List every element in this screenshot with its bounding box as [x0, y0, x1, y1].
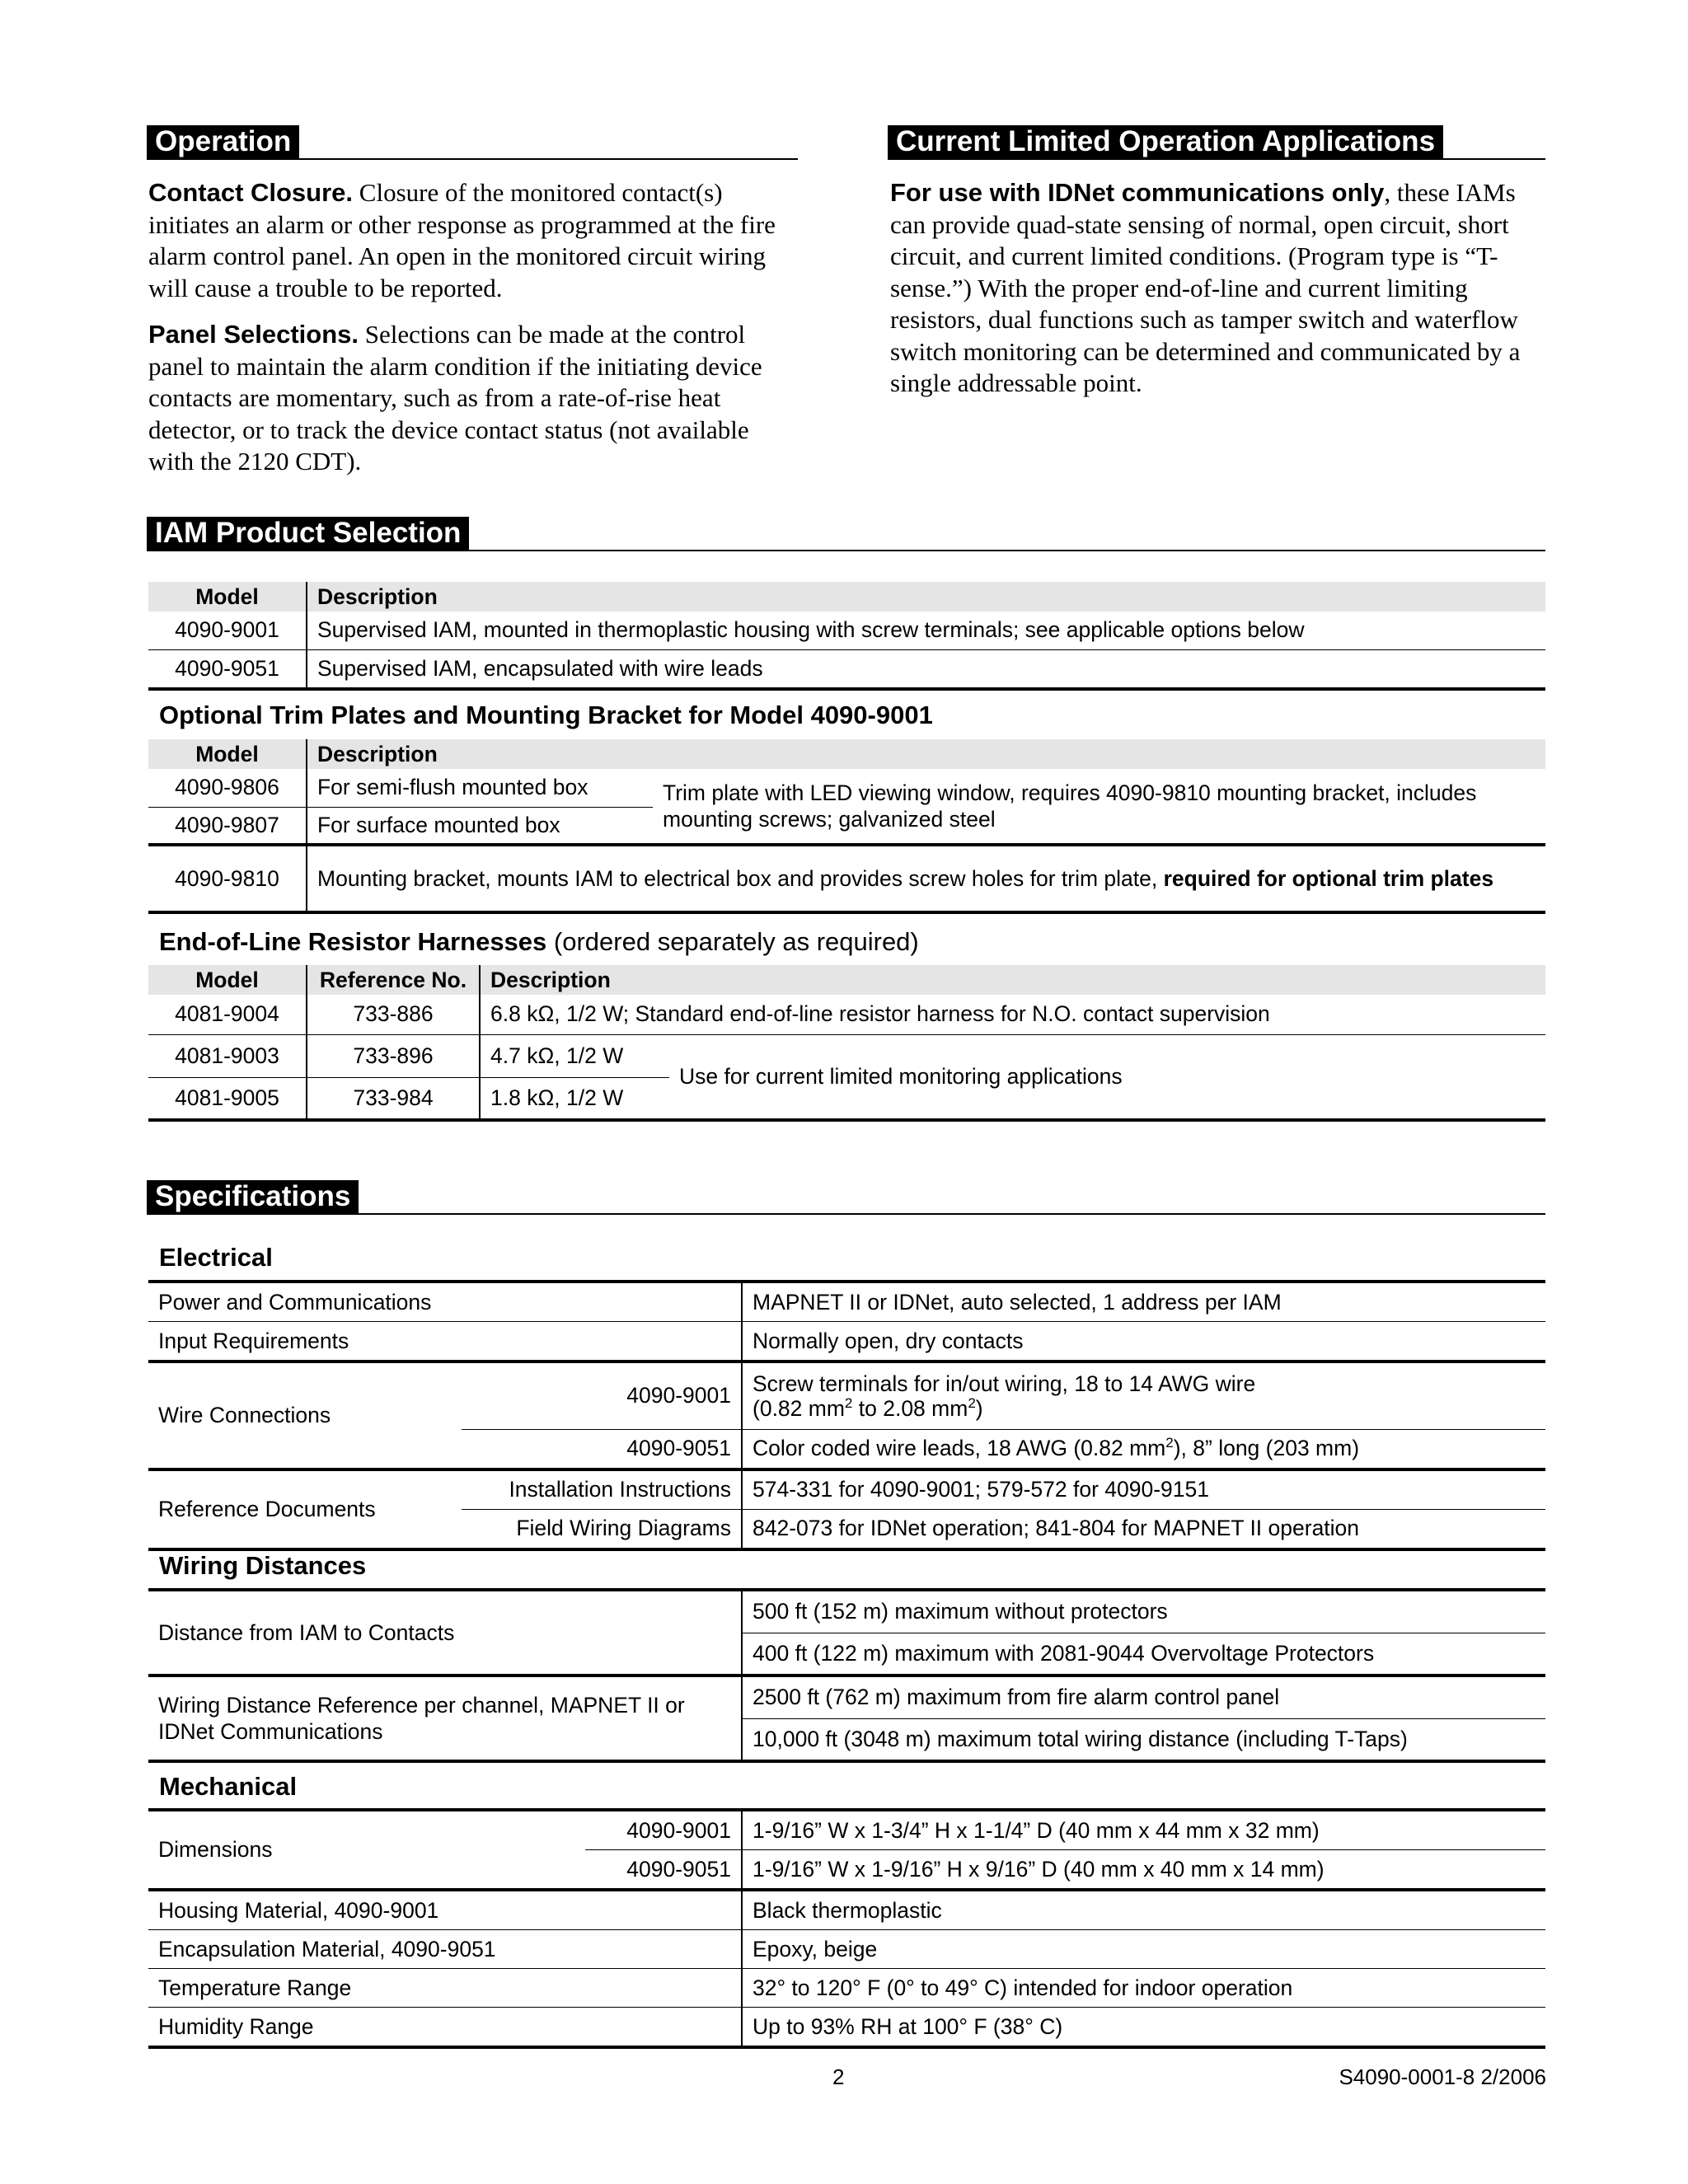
table-row — [148, 995, 1545, 1034]
description-cell: 1.8 kΩ, 1/2 W — [480, 1077, 669, 1120]
wiring-table — [148, 1588, 1545, 1763]
table-row — [148, 1469, 1545, 1510]
trim-plate-note: Trim plate with LED viewing window, requires 4090-9810 mounting bracket, includes mounting screws; galvanized steel — [653, 769, 1545, 845]
iam-selection-heading: IAM Product Selection — [147, 517, 469, 550]
spec-value: 1-9/16” W x 1-9/16” H x 9/16” D (40 mm x 40 mm x 14 mm) — [742, 1850, 1545, 1891]
spec-value: 842-073 for IDNet operation; 841-804 for MAPNET II operation — [742, 1509, 1545, 1549]
current-limited-heading: Current Limited Operation Applications — [888, 125, 1443, 158]
specifications-heading: Specifications — [147, 1180, 359, 1213]
iam-selection-table — [148, 582, 1545, 691]
col-model: Model — [148, 965, 307, 995]
operation-heading: Operation — [147, 125, 299, 158]
reference-cell: 733-886 — [307, 995, 480, 1034]
table-row — [148, 1675, 1545, 1718]
spec-value: 1-9/16” W x 1-3/4” H x 1-1/4” D (40 mm x 44 mm x 32 mm) — [742, 1810, 1545, 1850]
trim-plates-title: Optional Trim Plates and Mounting Bracket for Model 4090-9001 — [159, 701, 933, 729]
spec-sublabel: 4090-9051 — [462, 1429, 742, 1469]
spec-value: 400 ft (122 m) maximum with 2081-9044 Overvoltage Protectors — [742, 1633, 1545, 1675]
model-cell: 4081-9005 — [148, 1077, 307, 1120]
spec-value: 10,000 ft (3048 m) maximum total wiring distance (including T-Taps) — [742, 1718, 1545, 1761]
table-row — [148, 1282, 1545, 1322]
spec-value: Color coded wire leads, 18 AWG (0.82 $mm^2$), 8” long (203 mm) — [742, 1429, 1545, 1469]
table-row — [148, 1322, 1545, 1362]
spec-value: Normally open, dry contacts — [742, 1322, 1545, 1362]
spec-value: Epoxy, beige — [742, 1930, 1545, 1969]
model-cell: 4090-9051 — [148, 649, 307, 689]
table-row — [148, 1810, 1545, 1850]
document-id: S4090-0001-8 2/2006 — [1339, 2064, 1546, 2089]
mechanical-table — [148, 1808, 1545, 2049]
operation-heading-bar — [147, 125, 798, 160]
current-limited-body: , these IAMs can provide quad-state sensing of normal, open circuit, short circuit, and current limited conditions. (Program type is “T-sense.”) With the proper end-of-line and current limiting resistors, dual functions such as tamper switch and waterflow switch monitoring can be determined and communicated by a single addressable point. — [890, 178, 1521, 397]
current-limited-text — [890, 177, 1525, 400]
description-cell: Supervised IAM, mounted in thermoplastic housing with screw terminals; see applicable options below — [307, 612, 1545, 649]
spec-label: Dimensions — [148, 1810, 585, 1890]
model-cell: 4081-9004 — [148, 995, 307, 1034]
table-row — [148, 1969, 1545, 2008]
description-cell: For surface mounted box — [307, 807, 653, 845]
specifications-heading-bar — [147, 1180, 1545, 1215]
page-number: 2 — [832, 2064, 845, 2089]
spec-value: 574-331 for 4090-9001; 579-572 for 4090-9151 — [742, 1469, 1545, 1510]
spec-label: Wire Connections — [148, 1361, 462, 1469]
panel-selections-paragraph — [148, 319, 799, 478]
table-row — [148, 1890, 1545, 1930]
col-description: Description — [480, 965, 1545, 995]
table-row — [148, 769, 1545, 807]
table-row — [148, 612, 1545, 649]
spec-sublabel: Installation Instructions — [462, 1469, 742, 1510]
current-limited-heading-bar — [888, 125, 1545, 160]
table-row — [148, 2008, 1545, 2048]
spec-label: Encapsulation Material, 4090-9051 — [148, 1930, 742, 1969]
current-limited-lead: For use with IDNet communications only — [890, 178, 1385, 207]
spec-value: Up to 93% RH at 100° F (38° C) — [742, 2008, 1545, 2048]
description-cell: Supervised IAM, encapsulated with wire leads — [307, 649, 1545, 689]
eol-title: End-of-Line Resistor Harnesses (ordered separately as required) — [159, 927, 919, 956]
spec-label: Reference Documents — [148, 1469, 462, 1549]
table-row — [148, 1361, 1545, 1429]
description-cell: For semi-flush mounted box — [307, 769, 653, 807]
col-model: Model — [148, 582, 307, 612]
eol-table — [148, 965, 1545, 1122]
spec-label: Humidity Range — [148, 2008, 742, 2048]
reference-cell: 733-896 — [307, 1034, 480, 1077]
spec-sublabel: 4090-9001 — [462, 1361, 742, 1429]
table-row — [148, 1590, 1545, 1633]
electrical-table — [148, 1280, 1545, 1551]
description-cell: Mounting bracket, mounts IAM to electrical box and provides screw holes for trim plate, required for optional trim plates — [307, 845, 1545, 912]
panel-selections-lead: Panel Selections. — [148, 320, 359, 349]
col-description: Description — [307, 582, 1545, 612]
spec-value: Black thermoplastic — [742, 1890, 1545, 1930]
spec-value: 500 ft (152 m) maximum without protectors — [742, 1590, 1545, 1633]
spec-label: Housing Material, 4090-9001 — [148, 1890, 742, 1930]
wiring-title: Wiring Distances — [159, 1551, 367, 1580]
spec-sublabel: Field Wiring Diagrams — [462, 1509, 742, 1549]
model-cell: 4090-9807 — [148, 807, 307, 845]
spec-sublabel: 4090-9001 — [585, 1810, 742, 1850]
mechanical-title: Mechanical — [159, 1772, 298, 1801]
table-row — [148, 845, 1545, 912]
model-cell: 4090-9001 — [148, 612, 307, 649]
description-cell: 6.8 kΩ, 1/2 W; Standard end-of-line resistor harness for N.O. contact supervision — [480, 995, 1545, 1034]
description-cell: 4.7 kΩ, 1/2 W — [480, 1034, 669, 1077]
spec-value: 32° to 120° F (0° to 49° C) intended for indoor operation — [742, 1969, 1545, 2008]
model-cell: 4090-9810 — [148, 845, 307, 912]
model-cell: 4090-9806 — [148, 769, 307, 807]
iam-selection-heading-bar — [147, 517, 1545, 551]
spec-label: Distance from IAM to Contacts — [148, 1590, 742, 1675]
table-row — [148, 1034, 1545, 1077]
table-row — [148, 649, 1545, 689]
reference-cell: 733-984 — [307, 1077, 480, 1120]
contact-closure-paragraph — [148, 177, 799, 304]
trim-plates-table — [148, 739, 1545, 914]
table-row — [148, 1930, 1545, 1969]
contact-closure-lead: Contact Closure. — [148, 178, 354, 207]
col-description: Description — [307, 739, 1545, 769]
spec-label: Power and Communications — [148, 1282, 742, 1322]
spec-value: MAPNET II or IDNet, auto selected, 1 address per IAM — [742, 1282, 1545, 1322]
model-cell: 4081-9003 — [148, 1034, 307, 1077]
spec-value: 2500 ft (762 m) maximum from fire alarm control panel — [742, 1675, 1545, 1718]
electrical-title: Electrical — [159, 1243, 273, 1272]
spec-sublabel: 4090-9051 — [585, 1850, 742, 1891]
spec-label: Input Requirements — [148, 1322, 742, 1362]
spec-label: Temperature Range — [148, 1969, 742, 2008]
operation-text — [148, 177, 799, 478]
spec-label: Wiring Distance Reference per channel, MAPNET II or IDNet Communications — [148, 1675, 742, 1761]
col-model: Model — [148, 739, 307, 769]
spec-value: Screw terminals for in/out wiring, 18 to 14 AWG wire (0.82 $mm^2$ to 2.08 $mm^2$) — [742, 1361, 1545, 1429]
contact-closure-text: Closure of the monitored contact(s) initiates an alarm or other response as programmed at the fire alarm control panel. An open in the monitored circuit wiring will cause a trouble to be reported. — [148, 178, 776, 302]
col-reference: Reference No. — [307, 965, 480, 995]
panel-selections-text: Selections can be made at the control panel to maintain the alarm condition if the initiating device contacts are momentary, such as from a rate-of-rise heat detector, or to track the device contact status (not available with the 2120 CDT). — [148, 320, 762, 476]
eol-note: Use for current limited monitoring applications — [669, 1034, 1545, 1120]
